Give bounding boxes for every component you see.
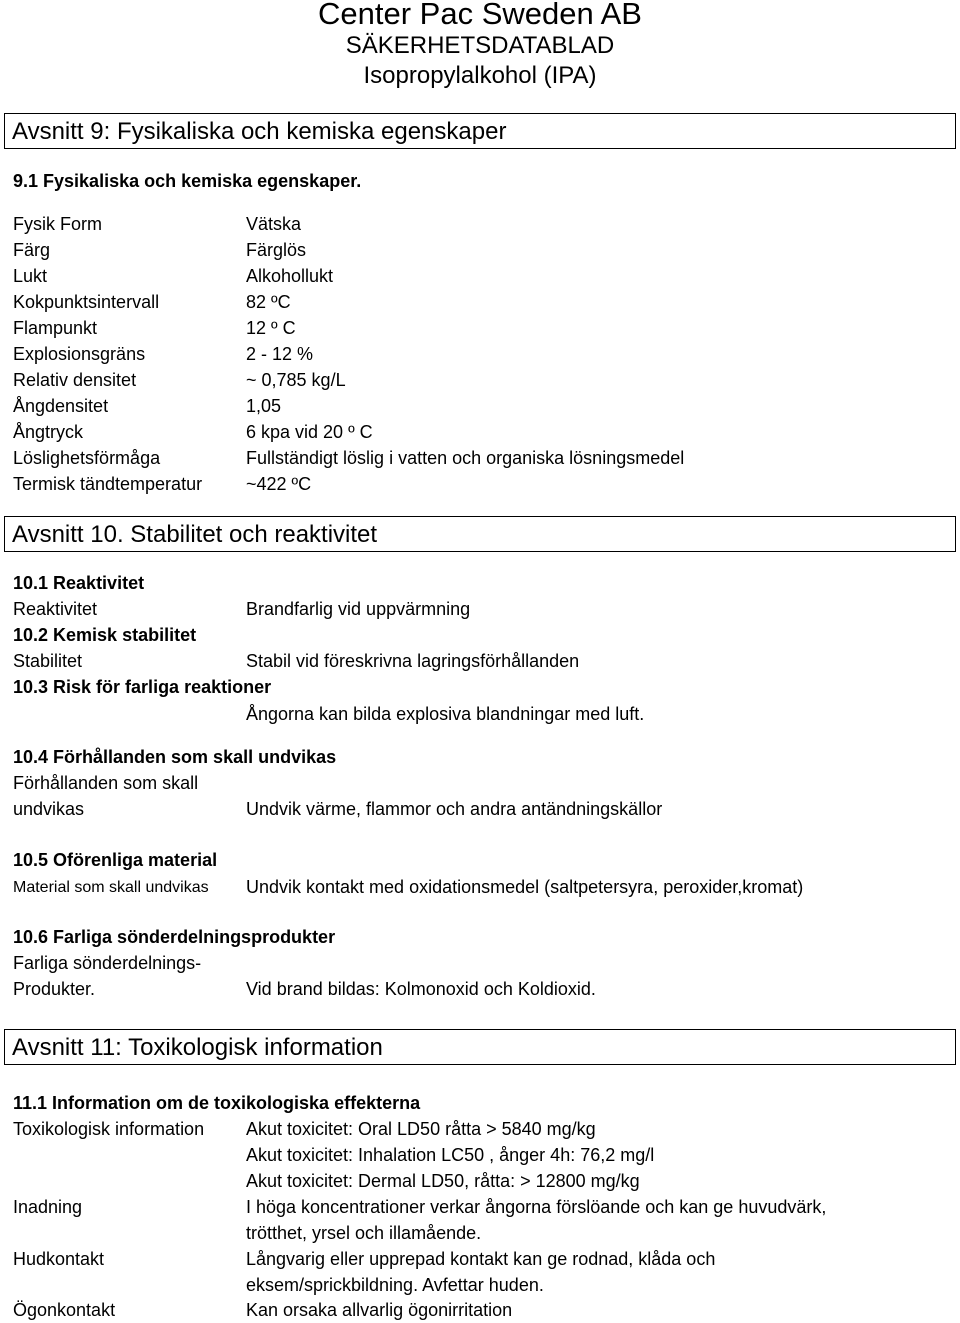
- section-9-1-heading: 9.1 Fysikaliska och kemiska egenskaper.: [13, 171, 362, 191]
- property-value: 6 kpa vid 20 º C: [246, 422, 373, 442]
- section-10-4-heading: 10.4 Förhållanden som skall undvikas: [13, 747, 337, 767]
- incompatible-materials-value: Undvik kontakt med oxidationsmedel (saltpetersyra, peroxider,kromat): [246, 877, 804, 897]
- property-label: Kokpunktsintervall: [13, 292, 160, 312]
- hazardous-reactions-value: Ångorna kan bilda explosiva blandningar med luft.: [246, 704, 645, 724]
- property-value: Färglös: [246, 240, 307, 260]
- conditions-label-line-1: Förhållanden som skall: [13, 773, 199, 793]
- property-value: 2 - 12 %: [246, 344, 314, 364]
- product-name: Isopropylalkohol (IPA): [363, 62, 597, 89]
- toxicology-label: Toxikologisk information: [13, 1119, 205, 1139]
- property-label: Ångtryck: [13, 422, 84, 442]
- toxicology-value-dermal: Akut toxicitet: Dermal LD50, råtta: > 12800 mg/kg: [246, 1171, 640, 1191]
- reactivity-label: Reaktivitet: [13, 599, 98, 619]
- property-label: Fysik Form: [13, 214, 102, 234]
- skin-contact-value-line-1: Långvarig eller upprepad kontakt kan ge rodnad, klåda och: [246, 1249, 716, 1269]
- section-10-title: Avsnitt 10. Stabilitet och reaktivitet: [12, 521, 378, 548]
- eye-contact-label: Ögonkontakt: [13, 1300, 116, 1320]
- section-11-header-box: [4, 1029, 956, 1065]
- inhalation-value-line-2: trötthet, yrsel och illamående.: [246, 1223, 482, 1243]
- property-value: Vätska: [246, 214, 302, 234]
- section-10-header-box: [4, 516, 956, 552]
- skin-contact-label: Hudkontakt: [13, 1249, 105, 1269]
- stability-label: Stabilitet: [13, 651, 83, 671]
- section-11-title: Avsnitt 11: Toxikologisk information: [12, 1034, 383, 1061]
- inhalation-label: Inadning: [13, 1197, 83, 1217]
- decomposition-value: Vid brand bildas: Kolmonoxid och Koldioxid.: [246, 979, 596, 999]
- section-11-1-heading: 11.1 Information om de toxikologiska effekterna: [13, 1093, 421, 1113]
- stability-value: Stabil vid föreskrivna lagringsförhållanden: [246, 651, 580, 671]
- eye-contact-value: Kan orsaka allvarlig ögonirritation: [246, 1300, 513, 1320]
- decomposition-label-line-1: Farliga sönderdelnings-: [13, 953, 202, 973]
- section-10-6-heading: 10.6 Farliga sönderdelningsprodukter: [13, 927, 336, 947]
- property-label: Explosionsgräns: [13, 344, 146, 364]
- incompatible-materials-label: Material som skall undvikas: [13, 879, 209, 896]
- conditions-value: Undvik värme, flammor och andra antändningskällor: [246, 799, 663, 819]
- decomposition-label-line-2: Produkter.: [13, 979, 96, 999]
- toxicology-value-oral: Akut toxicitet: Oral LD50 råtta > 5840 mg/kg: [246, 1119, 596, 1139]
- property-value: Fullständigt löslig i vatten och organiska lösningsmedel: [246, 448, 685, 468]
- section-9-header-box: [4, 113, 956, 149]
- property-value: 12 º C: [246, 318, 296, 338]
- inhalation-value-line-1: I höga koncentrationer verkar ångorna förslöande och kan ge huvudvärk,: [246, 1197, 827, 1217]
- property-label: Flampunkt: [13, 318, 98, 338]
- section-10-3-heading: 10.3 Risk för farliga reaktioner: [13, 677, 272, 697]
- property-value: ~422 ºC: [246, 474, 312, 494]
- property-value: 1,05: [246, 396, 282, 416]
- property-label: Färg: [13, 240, 51, 260]
- reactivity-value: Brandfarlig vid uppvärmning: [246, 599, 471, 619]
- section-10-1-heading: 10.1 Reaktivitet: [13, 573, 145, 593]
- property-label: Termisk tändtemperatur: [13, 474, 203, 494]
- section-10-2-heading: 10.2 Kemisk stabilitet: [13, 625, 197, 645]
- section-10-5-heading: 10.5 Oförenliga material: [13, 850, 218, 870]
- company-name: Center Pac Sweden AB: [318, 0, 642, 31]
- toxicology-value-inhalation: Akut toxicitet: Inhalation LC50 , ånger 4h: 76,2 mg/l: [246, 1145, 655, 1165]
- property-label: Ångdensitet: [13, 396, 109, 416]
- conditions-label-line-2: undvikas: [13, 799, 85, 819]
- property-value: ~ 0,785 kg/L: [246, 370, 346, 390]
- property-value: 82 ºC: [246, 292, 291, 312]
- property-label: Löslighetsförmåga: [13, 448, 161, 468]
- property-value: Alkohollukt: [246, 266, 334, 286]
- skin-contact-value-line-2: eksem/sprickbildning. Avfettar huden.: [246, 1275, 544, 1295]
- property-label: Relativ densitet: [13, 370, 137, 390]
- property-label: Lukt: [13, 266, 48, 286]
- document-type: SÄKERHETSDATABLAD: [345, 32, 615, 59]
- section-9-title: Avsnitt 9: Fysikaliska och kemiska egenskaper: [12, 118, 507, 145]
